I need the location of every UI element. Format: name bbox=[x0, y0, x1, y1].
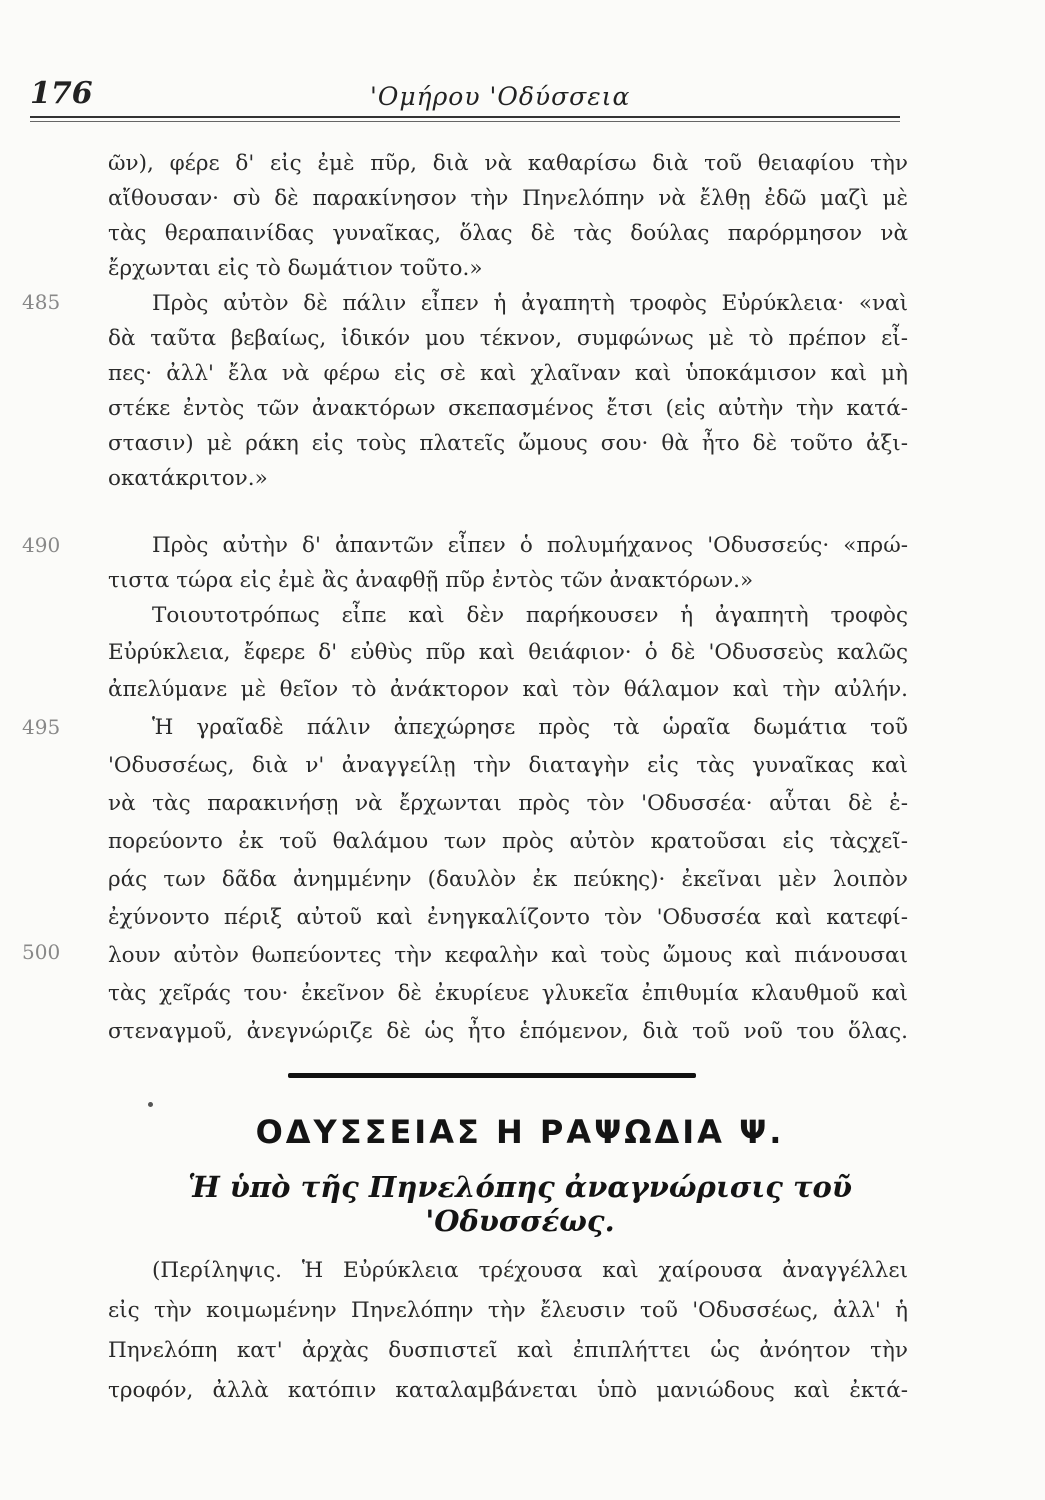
text-line: αἴθουσαν· σὺ δὲ παρακίνησον τὴν Πηνελόπην νὰ ἔλθῃ ἐδῶ μαζὶ μὲ bbox=[108, 186, 908, 211]
text-line: λουν αὐτὸν θωπεύοντες τὴν κεφαλὴν καὶ τοὺς ὤμους καὶ πιάνουσαι bbox=[108, 943, 908, 968]
text-line: στασιν) μὲ ράκη εἰς τοὺς πλατεῖς ὤμους σου· θὰ ἦτο δὲ τοῦτο ἀξι- bbox=[108, 431, 908, 456]
text-line: οκατάκριτον.» bbox=[108, 466, 268, 491]
text-line: τὰς χεῖράς του· ἐκεῖνον δὲ ἐκυρίευε γλυκεῖα ἐπιθυμία κλαυθμοῦ καὶ bbox=[108, 981, 908, 1006]
text-line: Ἡ γραῖαδὲ πάλιν ἀπεχώρησε πρὸς τὰ ὡραῖα δωμάτια τοῦ bbox=[152, 715, 908, 740]
text-line: 'Οδυσσέως, διὰ ν' ἀναγγείλῃ τὴν διαταγὴν εἰς τὰς γυναῖκας καὶ bbox=[108, 753, 908, 778]
text-line: στεναγμοῦ, ἀνεγνώριζε δὲ ὡς ἦτο ἑπόμενον, διὰ τοῦ νοῦ του ὅλας. bbox=[108, 1019, 908, 1044]
summary-line: (Περίληψις. Ἡ Εὐρύκλεια τρέχουσα καὶ χαίρουσα ἀναγγέλλει bbox=[152, 1258, 908, 1283]
text-line: Εὐρύκλεια, ἔφερε δ' εὐθὺς πῦρ καὶ θειάφιον· ὁ δὲ 'Οδυσσεὺς καλῶς bbox=[108, 640, 908, 665]
margin-line-number: 495 bbox=[22, 715, 61, 739]
book-title: ΟΔΥΣΣΕΙΑΣ Η ΡΑΨΩΔΙΑ Ψ. bbox=[255, 1113, 785, 1151]
text-line: ἔρχωνται εἰς τὸ δωμάτιον τοῦτο.» bbox=[108, 256, 483, 281]
section-divider bbox=[288, 1073, 696, 1078]
text-line: τὰς θεραπαινίδας γυναῖκας, ὅλας δὲ τὰς δούλας παρόρμησον νὰ bbox=[108, 221, 908, 246]
text-line: ῶν), φέρε δ' εἰς ἐμὲ πῦρ, διὰ νὰ καθαρίσω διὰ τοῦ θειαφίου τὴν bbox=[108, 151, 908, 176]
text-line: Τοιουτοτρόπως εἶπε καὶ δὲν παρήκουσεν ἡ ἀγαπητὴ τροφὸς bbox=[152, 603, 908, 628]
print-speck bbox=[148, 1102, 153, 1107]
text-line: νὰ τὰς παρακινήσῃ νὰ ἔρχωνται πρὸς τὸν 'Οδυσσέα· αὗται δὲ ἐ- bbox=[108, 791, 908, 816]
summary-line: Πηνελόπη κατ' ἀρχὰς δυσπιστεῖ καὶ ἐπιπλήττει ὡς ἀνόητον τὴν bbox=[108, 1338, 908, 1363]
text-line: πορεύοντο ἐκ τοῦ θαλάμου των πρὸς αὐτὸν κρατοῦσαι εἰς τὰςχεῖ- bbox=[108, 829, 908, 854]
header-rule bbox=[30, 116, 900, 118]
text-line: ἀπελύμανε μὲ θεῖον τὸ ἀνάκτορον καὶ τὸν θάλαμον καὶ τὴν αὐλήν. bbox=[108, 677, 908, 702]
header-rule-thin bbox=[30, 121, 900, 122]
text-line: στέκε ἐντὸς τῶν ἀνακτόρων σκεπασμένος ἔτσι (εἰς αὐτὴν τὴν κατά- bbox=[108, 396, 908, 421]
running-title: 'Ομήρου 'Οδύσσεια bbox=[370, 82, 631, 111]
text-line: ράς των δᾶδα ἀνημμένην (δαυλὸν ἐκ πεύκης)· ἐκεῖναι μὲν λοιπὸν bbox=[108, 867, 908, 892]
text-line: τιστα τώρα εἰς ἐμὲ ἂς ἀναφθῇ πῦρ ἐντὸς τῶν ἀνακτόρων.» bbox=[108, 568, 754, 593]
page-header bbox=[30, 72, 900, 122]
margin-line-number: 485 bbox=[22, 290, 61, 314]
text-line: Πρὸς αὐτὸν δὲ πάλιν εἶπεν ἡ ἀγαπητὴ τροφὸς Εὐρύκλεια· «ναὶ bbox=[152, 291, 908, 316]
text-line: πες· ἀλλ' ἔλα νὰ φέρω εἰς σὲ καὶ χλαῖναν καὶ ὑποκάμισον καὶ μὴ bbox=[108, 361, 908, 386]
page-number: 176 bbox=[30, 76, 93, 111]
text-line: δὰ ταῦτα βεβαίως, ἰδικόν μου τέκνον, συμφώνως μὲ τὸ πρέπον εἶ- bbox=[108, 326, 908, 351]
summary-line: τροφόν, ἀλλὰ κατόπιν καταλαμβάνεται ὑπὸ μανιώδους καὶ ἐκτά- bbox=[108, 1378, 908, 1403]
book-subtitle: Ἡ ὑπὸ τῆς Πηνελόπης ἀναγνώρισις τοῦ 'Οδυσσέως. bbox=[187, 1170, 853, 1238]
summary-line: εἰς τὴν κοιμωμένην Πηνελόπην τὴν ἔλευσιν τοῦ 'Οδυσσέως, ἀλλ' ἡ bbox=[108, 1298, 908, 1323]
margin-line-number: 500 bbox=[22, 940, 61, 964]
margin-line-number: 490 bbox=[22, 533, 61, 557]
text-line: Πρὸς αὐτὴν δ' ἀπαντῶν εἶπεν ὁ πολυμήχανος 'Οδυσσεύς· «πρώ- bbox=[152, 533, 908, 558]
text-line: ἐχύνοντο πέριξ αὐτοῦ καὶ ἐνηγκαλίζοντο τὸν 'Οδυσσέα καὶ κατεφί- bbox=[108, 905, 908, 930]
